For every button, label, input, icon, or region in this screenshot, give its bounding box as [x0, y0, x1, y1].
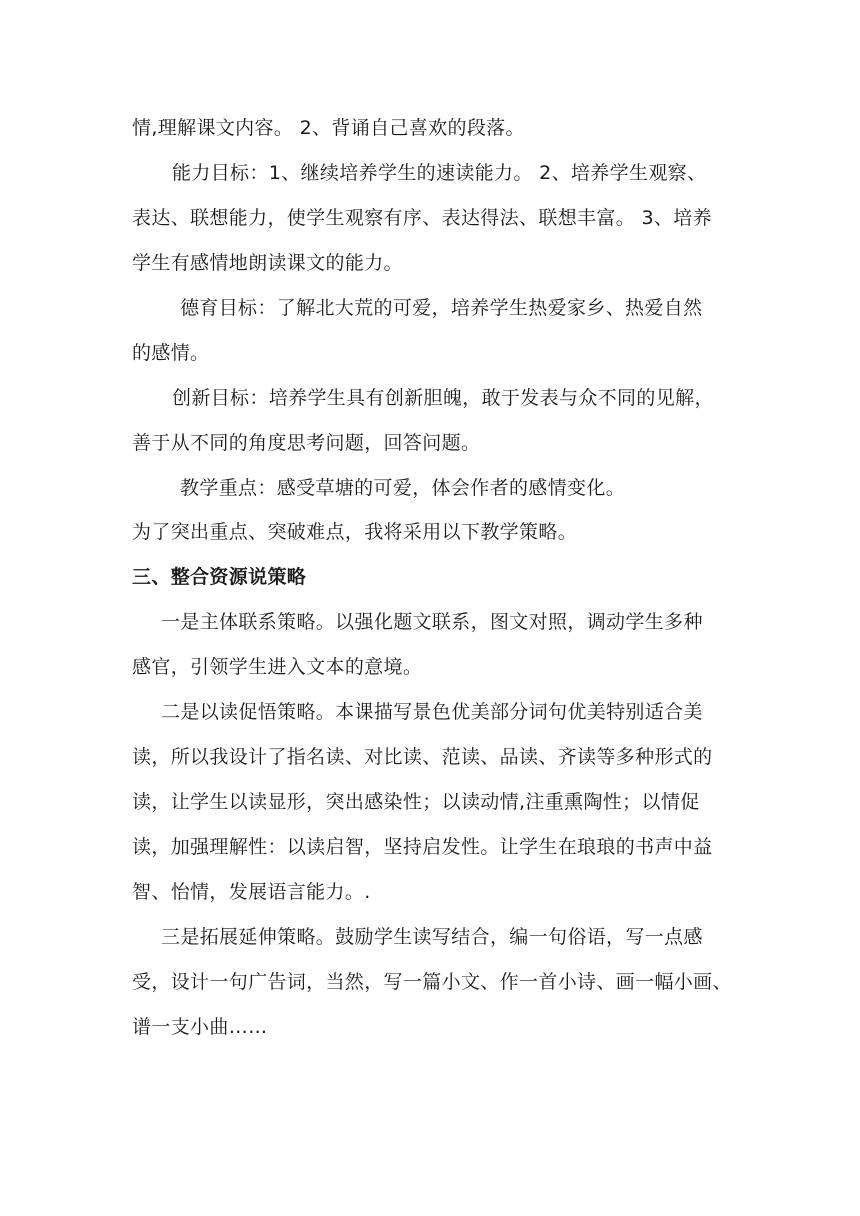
text-line: 情,理解课文内容。 2、背诵自己喜欢的段落。 [132, 117, 525, 139]
text-line: 三是拓展延伸策略。鼓励学生读写结合，编一句俗语，写一点感 [161, 926, 703, 948]
text-line: 读，所以我设计了指名读、对比读、范读、品读、齐读等多种形式的 [132, 746, 713, 768]
text-line: 的感情。 [132, 342, 210, 364]
text-line: 读，加强理解性：以读启智，坚持启发性。让学生在琅琅的书声中益 [132, 836, 713, 858]
text-line: 德育目标：了解北大荒的可爱，培养学生热爱家乡、热爱自然 [180, 297, 703, 319]
text-line: 谱一支小曲…… [132, 1016, 268, 1038]
text-line: 为了突出重点、突破难点，我将采用以下教学策略。 [132, 521, 578, 543]
text-line: 感官，引领学生进入文本的意境。 [132, 656, 423, 678]
text-line: 受，设计一句广告词，当然，写一篇小文、作一首小诗、画一幅小画、 [132, 971, 732, 993]
text-line: 智、怡情，发展语言能力。. [132, 881, 371, 903]
text-line: 一是主体联系策略。以强化题文联系，图文对照，调动学生多种 [161, 611, 703, 633]
text-line: 二是以读促悟策略。本课描写景色优美部分词句优美特别适合美 [161, 701, 703, 723]
text-line: 学生有感情地朗读课文的能力。 [132, 252, 403, 274]
text-line: 教学重点：感受草塘的可爱，体会作者的感情变化。 [180, 477, 626, 499]
section-heading: 三、整合资源说策略 [132, 566, 307, 588]
text-line: 善于从不同的角度思考问题，回答问题。 [132, 432, 481, 454]
text-line: 读，让学生以读显形，突出感染性；以读动情,注重熏陶性；以情促 [132, 791, 700, 813]
text-line: 表达、联想能力，使学生观察有序、表达得法、联想丰富。 3、培养 [132, 207, 712, 229]
text-line: 能力目标：1、继续培养学生的速读能力。 2、培养学生观察、 [172, 162, 707, 184]
text-line: 创新目标：培养学生具有创新胆魄，敢于发表与众不同的见解， [172, 387, 714, 409]
